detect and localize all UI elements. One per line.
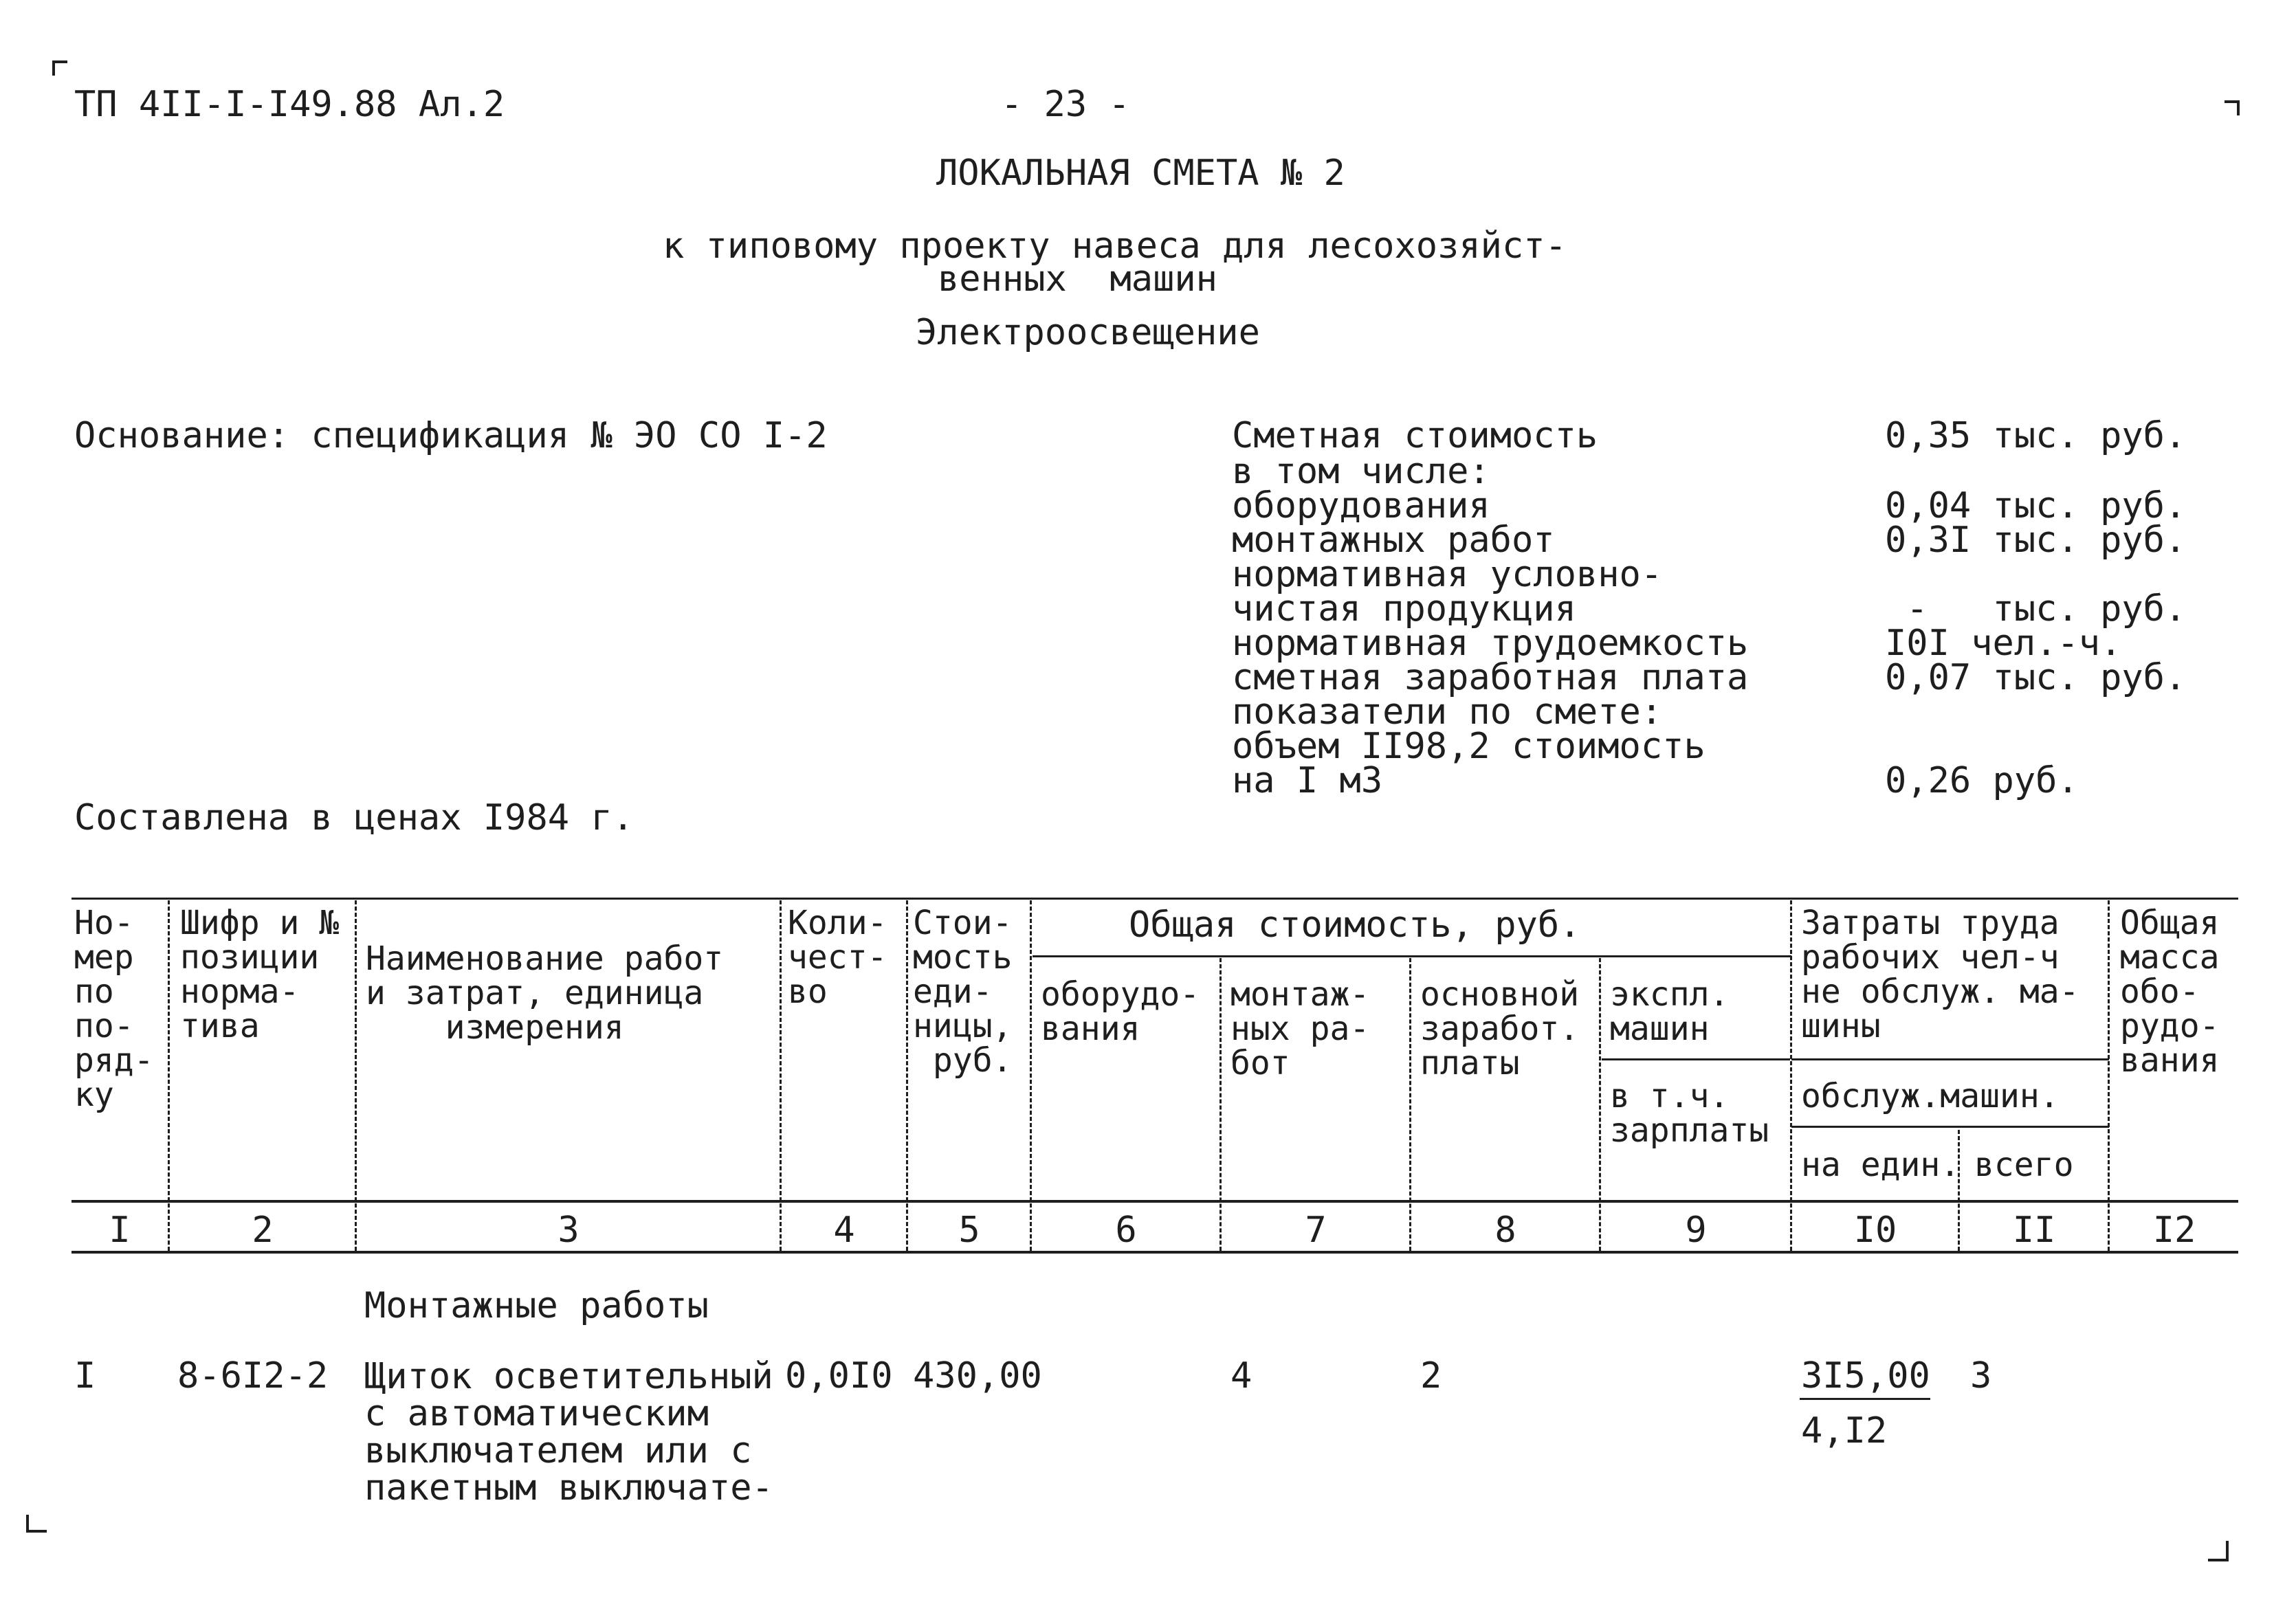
table-top-rule <box>71 898 2238 900</box>
row-labor-per-unit-bottom: 4,I2 <box>1801 1410 1888 1451</box>
summary-label: показатели по смете: <box>1232 691 1663 733</box>
column-number: 4 <box>833 1210 855 1251</box>
section-name: Электроосвещение <box>916 312 1260 353</box>
row-wages: 2 <box>1420 1355 1442 1397</box>
column-separator <box>2108 900 2110 1251</box>
column-separator <box>1409 958 1411 1251</box>
column-number: 7 <box>1305 1210 1327 1251</box>
column-separator <box>355 900 357 1251</box>
header-unit-cost: Стои- мость еди- ницы, руб. <box>913 904 1013 1080</box>
summary-label: на I м3 <box>1232 760 1383 801</box>
table-header-subrule <box>1791 1126 2109 1128</box>
corner-mark-top-right <box>2225 100 2240 115</box>
column-separator <box>1790 900 1792 1251</box>
summary-value: I0I чел.-ч. <box>1885 623 2122 664</box>
column-separator <box>1599 958 1601 1251</box>
summary-label: нормативная трудоемкость <box>1232 623 1749 664</box>
column-number: I0 <box>1853 1210 1897 1251</box>
column-number: I <box>109 1210 131 1251</box>
summary-label: Сметная стоимость <box>1232 415 1598 456</box>
column-number: 3 <box>558 1210 579 1251</box>
column-separator <box>1219 958 1222 1251</box>
row-number: I <box>74 1355 96 1397</box>
header-mass: Общая масса обо- рудо- вания <box>2120 904 2220 1080</box>
summary-label: объем II98,2 стоимость <box>1232 726 1706 767</box>
column-number: 6 <box>1115 1210 1137 1251</box>
column-number: 9 <box>1685 1210 1707 1251</box>
row-labor-fraction-line <box>1800 1398 1930 1400</box>
column-number: II <box>2012 1210 2056 1251</box>
table-numbers-bottom-rule <box>71 1251 2238 1254</box>
header-code: Шифр и № позиции норма- тива <box>180 904 340 1045</box>
summary-value: - тыс. руб. <box>1885 588 2187 630</box>
summary-label: оборудования <box>1232 485 1490 526</box>
header-machines-wages: в т.ч. зарплаты <box>1610 1077 1769 1150</box>
row-code: 8-6I2-2 <box>177 1355 329 1397</box>
table-header-subrule <box>1791 1058 2109 1060</box>
row-installation: 4 <box>1230 1355 1252 1397</box>
summary-label: нормативная условно- <box>1232 554 1663 595</box>
summary-label: монтажных работ <box>1232 520 1555 561</box>
header-equipment: оборудо- вания <box>1041 975 1200 1048</box>
document-subtitle-line2: венных машин <box>938 258 1217 300</box>
column-separator <box>1030 900 1032 1251</box>
header-labor-machines: обслуж.машин. <box>1801 1077 2060 1115</box>
basis-line: Основание: спецификация № ЭО СО I-2 <box>74 415 828 456</box>
header-installation: монтаж- ных ра- бот <box>1230 975 1370 1082</box>
header-quantity: Коли- чест- во <box>788 904 887 1011</box>
row-name: Щиток осветительный с автоматическим выключателем или с пакетным выключате- <box>364 1356 773 1509</box>
document-title: ЛОКАЛЬНАЯ СМЕТА № 2 <box>936 153 1345 194</box>
row-labor-total: 3 <box>1970 1355 1992 1397</box>
summary-label: сметная заработная плата <box>1232 657 1749 698</box>
header-row-number: Но- мер по по- ряд- ку <box>74 904 154 1114</box>
page-number: - 23 - <box>1001 84 1130 125</box>
header-name: Наименование работ и затрат, единица измерения <box>366 939 724 1047</box>
corner-mark-bottom-right <box>2208 1541 2229 1561</box>
row-unit-cost: 430,00 <box>913 1355 1042 1397</box>
row-quantity: 0,0I0 <box>785 1355 893 1397</box>
column-number: I2 <box>2152 1210 2196 1251</box>
header-labor-total: всего <box>1974 1146 2074 1184</box>
row-labor-per-unit-top: 3I5,00 <box>1801 1355 1930 1397</box>
corner-mark-bottom-left <box>26 1515 47 1533</box>
summary-value: 0,07 тыс. руб. <box>1885 657 2187 698</box>
column-separator <box>780 900 782 1251</box>
column-number: 2 <box>252 1210 274 1251</box>
column-separator <box>168 900 170 1251</box>
section-title: Монтажные работы <box>364 1285 709 1326</box>
column-9-subrule <box>1602 1058 1790 1060</box>
column-number: 5 <box>958 1210 980 1251</box>
header-labor-per-unit: на един. <box>1801 1146 1961 1184</box>
header-machines: экспл. машин <box>1610 975 1730 1048</box>
header-labor-group: Затраты труда рабочих чел-ч не обслуж. ма- шины <box>1801 904 2079 1045</box>
summary-value: 0,35 тыс. руб. <box>1885 415 2187 456</box>
column-number: 8 <box>1494 1210 1516 1251</box>
column-separator <box>906 900 908 1251</box>
table-header-bottom-rule <box>71 1200 2238 1203</box>
summary-value: 0,26 руб. <box>1885 760 2079 801</box>
summary-value: 0,3I тыс. руб. <box>1885 520 2187 561</box>
document-code: ТП 4II-I-I49.88 Ал.2 <box>74 84 505 125</box>
summary-label: чистая продукция <box>1232 588 1576 630</box>
header-total-cost-group: Общая стоимость, руб. <box>1129 904 1581 946</box>
summary-label: в том числе: <box>1232 451 1490 492</box>
prices-note: Составлена в ценах I984 г. <box>74 797 634 838</box>
document-subtitle-line1: к типовому проекту навеса для лесохозяйст- <box>663 225 1567 267</box>
corner-mark-top-left <box>52 60 67 76</box>
header-wages: основной заработ. платы <box>1420 975 1580 1082</box>
table-header-subrule <box>1033 955 1791 957</box>
summary-value: 0,04 тыс. руб. <box>1885 485 2187 526</box>
